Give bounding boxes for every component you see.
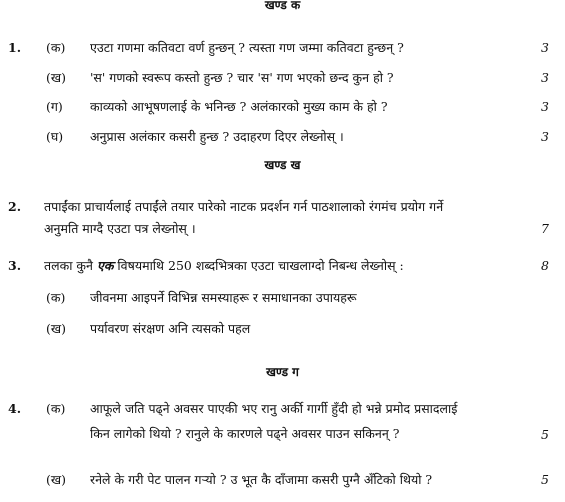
q1-part-ga-marks: 3 [541, 99, 549, 114]
question-number-4: 4. [8, 401, 22, 416]
q2-marks: 7 [541, 221, 549, 236]
q3-text-before: तलका कुनै [44, 258, 97, 273]
q4-part-kha-text: रनेले के गरी पेट पालन गर्‍यो ? उ भूत कै दाँजामा कसरी पुग्नै अँटिको थियो ? [90, 472, 433, 487]
section-heading-kha: खण्ड ख [264, 158, 301, 172]
q2-text-line1: तपाईंका प्राचार्यलाई तपाईंले तयार पारेको नाटक प्रदर्शन गर्न पाठशालाको रंगमंच प्रयोग गर्ने [44, 199, 444, 214]
q3-marks: 8 [541, 258, 549, 273]
q1-part-kha-label: (ख) [46, 70, 66, 85]
q4-part-ka-label: (क) [46, 401, 66, 416]
q1-part-ga-text: काव्यको आभूषणलाई के भनिन्छ ? अलंकारको मुख्य काम के हो ? [90, 99, 388, 114]
q3-text-emphasis: एक [96, 258, 114, 273]
q1-part-ka-marks: 3 [541, 40, 549, 55]
q4-part-ka-marks: 5 [541, 427, 549, 442]
q4-part-kha-label: (ख) [46, 472, 66, 487]
q1-part-kha-text: 'स' गणको स्वरूप कस्तो हुन्छ ? चार 'स' गण भएको छन्द कुन हो ? [90, 70, 394, 85]
question-number-3: 3. [8, 258, 22, 273]
question-number-1: 1. [8, 40, 22, 55]
q4-part-ka-text-line1: आफूले जति पढ्ने अवसर पाएकी भए रानु अर्की गार्गी हुँदी हो भन्ने प्रमोद प्रसादलाई [90, 401, 458, 416]
q1-part-gha-label: (घ) [46, 129, 64, 144]
section-heading-ka: खण्ड क [264, 0, 301, 12]
section-heading-ga: खण्ड ग [266, 365, 299, 379]
q1-part-kha-marks: 3 [541, 70, 549, 85]
q4-part-ka-text-line2: किन लागेको थियो ? रानुले के कारणले पढ्ने अवसर पाउन सकिनन् ? [90, 426, 400, 441]
q2-text-line2: अनुमति माग्दै एउटा पत्र लेख्नोस् । [44, 221, 196, 236]
question-number-2: 2. [8, 199, 22, 214]
q3-part-ka-text: जीवनमा आइपर्ने विभिन्न समस्याहरू र समाधानका उपायहरू [90, 290, 357, 305]
q1-part-ka-text: एउटा गणमा कतिवटा वर्ण हुन्छन् ? त्यस्ता गण जम्मा कतिवटा हुन्छन् ? [90, 40, 404, 55]
q1-part-ka-label: (क) [46, 40, 66, 55]
q4-part-kha-marks: 5 [541, 472, 549, 487]
q3-part-kha-label: (ख) [46, 321, 66, 336]
q1-part-ga-label: (ग) [46, 99, 63, 114]
q1-part-gha-marks: 3 [541, 129, 549, 144]
q3-text-after: विषयमाथि 250 शब्दभित्रका एउटा चाखलाग्दो निबन्ध लेख्नोस् : [113, 258, 404, 273]
q3-part-kha-text: पर्यावरण संरक्षण अनि त्यसको पहल [90, 321, 251, 336]
q3-part-ka-label: (क) [46, 290, 66, 305]
q1-part-gha-text: अनुप्रास अलंकार कसरी हुन्छ ? उदाहरण दिएर लेख्नोस् । [90, 129, 344, 144]
q3-text [44, 256, 404, 276]
